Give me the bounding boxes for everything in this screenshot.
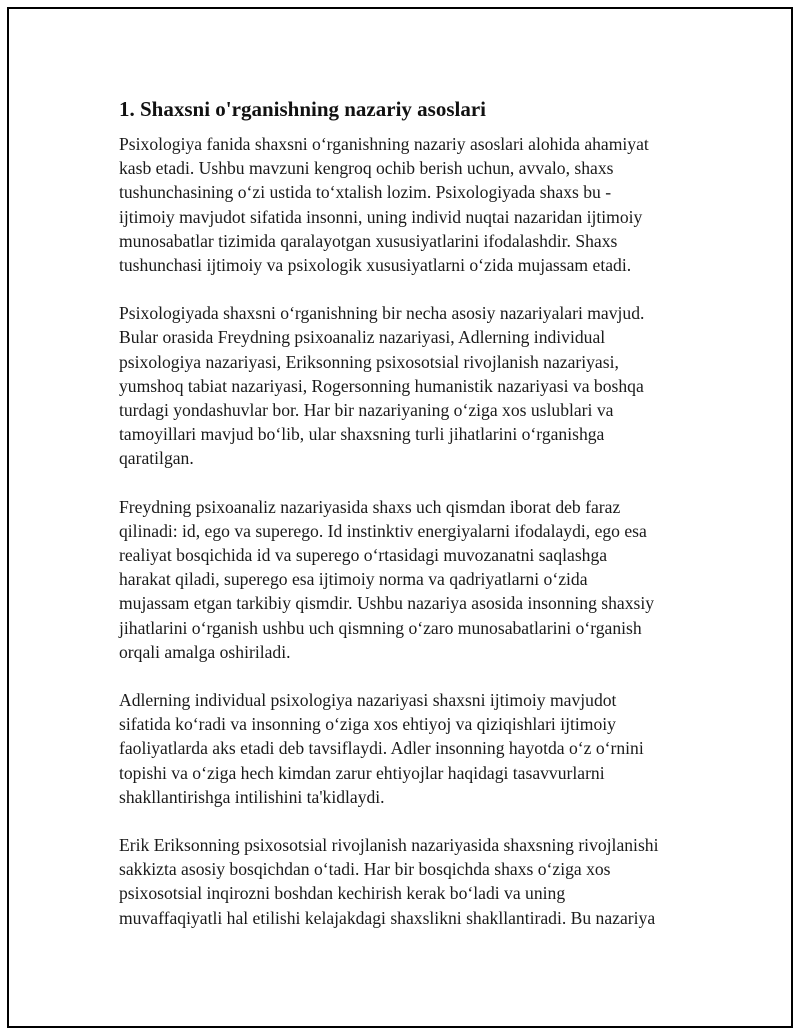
section-heading: 1. Shaxsni o'rganishning nazariy asoslari [119, 97, 486, 121]
document-body [119, 95, 699, 954]
document-page [7, 7, 793, 1028]
paragraph: Psixologiya fanida shaxsni oʻrganishning nazariy asoslari alohida ahamiyat kasb etadi. Ushbu mavzuni kengroq ochib berish uchun, avvalo, shaxs tushunchasining oʻzi ustida toʻxtalish lozim. Psixologiyada shaxs bu - ijtimoiy mavjudot sifatida insonni, uning individ nuqtai nazaridan ijtimoiy munosabatlar tizimida qaralayotgan xususiyatlarini ifodalashdir. Shaxs tushunchasi ijtimoiy va psixologik xususiyatlarni oʻzida mujassam etadi. [119, 134, 649, 276]
paragraph: Psixologiyada shaxsni oʻrganishning bir necha asosiy nazariyalari mavjud. Bular orasida Freydning psixoanaliz nazariyasi, Adlerning individual psixologiya nazariyasi, Eriksonning psixosotsial rivojlanish nazariyasi, yumshoq tabiat nazariyasi, Rogersonning humanistik nazariyasi va boshqa turdagi yondashuvlar bor. Har bir nazariyaning oʻziga xos uslublari va tamoyillari mavjud boʻlib, ular shaxsning turli jihatlarini oʻrganishga qaratilgan. [119, 303, 645, 469]
paragraph: Adlerning individual psixologiya nazariyasi shaxsni ijtimoiy mavjudot sifatida koʻradi va insonning oʻziga xos ehtiyoj va qiziqishlari ijtimoiy faoliyatlarda aks etadi deb tavsiflaydi. Adler insonning hayotda oʻz oʻrnini topishi va oʻziga hech kimdan zarur ehtiyojlar haqidagi tasavvurlarni shakllantirishga intilishini ta'kidlaydi. [119, 690, 644, 807]
paragraph: Freydning psixoanaliz nazariyasida shaxs uch qismdan iborat deb faraz qilinadi: id, ego va superego. Id instinktiv energiyalarni ifodalaydi, ego esa realiyat bosqichida id va superego oʻrtasidagi muvozanatni saqlashga harakat qiladi, superego esa ijtimoiy norma va qadriyatlarni oʻzida mujassam etgan tarkibiy qismdir. Ushbu nazariya asosida insonning shaxsiy jihatlarini oʻrganish ushbu uch qismning oʻzaro munosabatlarini oʻrganish orqali amalga oshiriladi. [119, 496, 655, 662]
paragraph: Erik Eriksonning psixosotsial rivojlanish nazariyasida shaxsning rivojlanishi sakkizta asosiy bosqichdan oʻtadi. Har bir bosqichda shaxs oʻziga xos psixosotsial inqirozni boshdan kechirish kerak boʻladi va uning muvaffaqiyatli hal etilishi kelajakdagi shaxslikni shakllantiradi. Bu nazariya [119, 835, 659, 928]
